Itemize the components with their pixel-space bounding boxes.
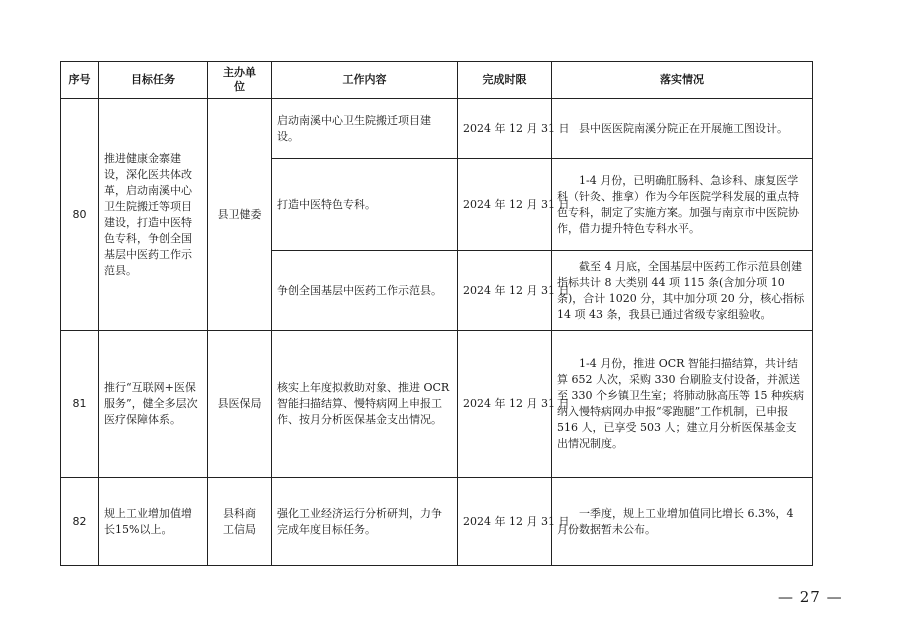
- implementation-status: 截至 4 月底，全国基层中医药工作示范县创建指标共计 8 大类别 44 项 115 条(含加分项 10 条)，合计 1020 分，其中加分项 20 分，核心指标 14 项 43 条，我县已通过省级专家组验收。: [552, 251, 813, 331]
- work-content: 争创全国基层中医药工作示范县。: [272, 251, 458, 331]
- host-unit: 县科商工信局: [208, 478, 272, 566]
- header-unit: 主办单位: [208, 62, 272, 99]
- deadline: 2024 年 12 月 31 日: [458, 331, 552, 478]
- work-content: 启动南溪中心卫生院搬迁项目建设。: [272, 99, 458, 159]
- target-task: 规上工业增加值增长15%以上。: [99, 478, 208, 566]
- deadline: 2024 年 12 月 31 日: [458, 478, 552, 566]
- table-row: [61, 331, 813, 478]
- header-deadline: 完成时限: [458, 62, 552, 99]
- row-number: 81: [61, 331, 99, 478]
- work-content: 核实上年度拟救助对象、推进 OCR 智能扫描结算、慢特病网上申报工作、按月分析医保基金支出情况。: [272, 331, 458, 478]
- row-number: 82: [61, 478, 99, 566]
- header-status: 落实情况: [552, 62, 813, 99]
- table-row: [61, 478, 813, 566]
- implementation-status: 县中医医院南溪分院正在开展施工图设计。: [552, 99, 813, 159]
- page-number: — 27 —: [778, 588, 843, 606]
- host-unit: 县卫健委: [208, 99, 272, 331]
- work-content: 强化工业经济运行分析研判，力争完成年度目标任务。: [272, 478, 458, 566]
- implementation-status: 1-4 月份，推进 OCR 智能扫描结算，共计结算 652 人次，采购 330 台刷脸支付设备，并派送至 330 个乡镇卫生室；将肺动脉高压等 15 种疾病纳入慢特病网办申报“零跑腿”工作机制，已申报 516 人，已享受 503 人；建立月分析医保基金支出情况制度。: [552, 331, 813, 478]
- table-row: [61, 99, 813, 159]
- work-content: 打造中医特色专科。: [272, 159, 458, 251]
- deadline: 2024 年 12 月 31 日: [458, 99, 552, 159]
- target-task: 推进健康金寨建设，深化医共体改革，启动南溪中心卫生院搬迁等项目建设，打造中医特色专科，争创全国基层中医药工作示范县。: [99, 99, 208, 331]
- target-task: 推行“互联网+医保服务”，健全多层次医疗保障体系。: [99, 331, 208, 478]
- header-no: 序号: [61, 62, 99, 99]
- work-table: [60, 61, 813, 566]
- host-unit: 县医保局: [208, 331, 272, 478]
- implementation-status: 1-4 月份，已明确肛肠科、急诊科、康复医学科（针灸、推拿）作为今年医院学科发展的重点特色专科，制定了实施方案。加强与南京市中医院协作，借力提升特色专科水平。: [552, 159, 813, 251]
- header-row: [61, 62, 813, 99]
- row-number: 80: [61, 99, 99, 331]
- header-content: 工作内容: [272, 62, 458, 99]
- implementation-status: 一季度，规上工业增加值同比增长 6.3%，4 月份数据暂未公布。: [552, 478, 813, 566]
- deadline: 2024 年 12 月 31 日: [458, 251, 552, 331]
- deadline: 2024 年 12 月 31 日: [458, 159, 552, 251]
- header-target: 目标任务: [99, 62, 208, 99]
